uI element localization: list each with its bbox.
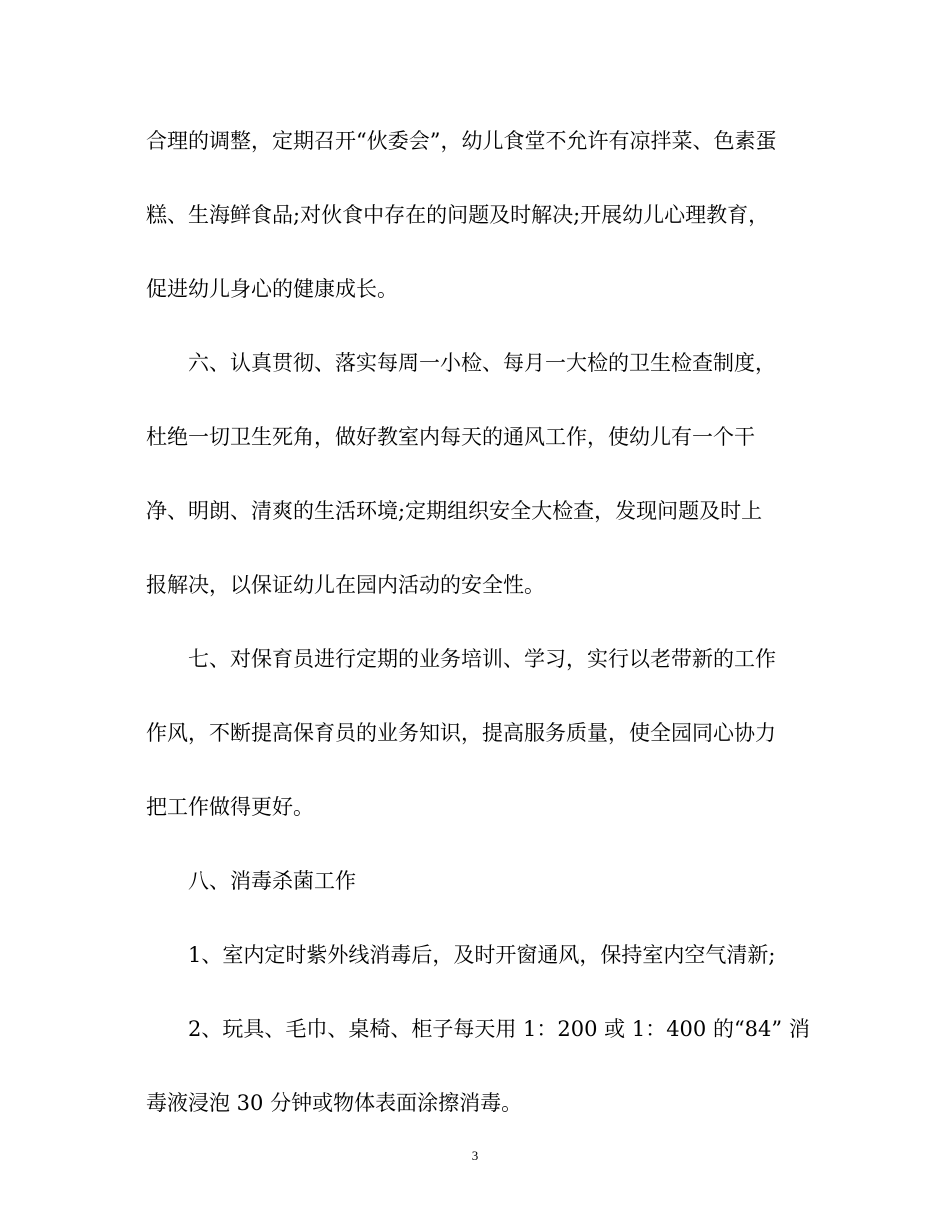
section-eight-heading: 八、消毒杀菌工作	[188, 869, 356, 893]
page-number: 3	[471, 1148, 479, 1163]
text-line: 把工作做得更好。	[146, 795, 314, 819]
text-line: 报解决，以保证幼儿在园内活动的安全性。	[146, 573, 545, 597]
paragraph-seven-start: 七、对保育员进行定期的业务培训、学习，实行以老带新的工作	[188, 647, 776, 671]
text-line: 合理的调整，定期召开“伙委会”，幼儿食堂不允许有凉拌菜、色素蛋	[146, 129, 777, 153]
text-line: 杜绝一切卫生死角，做好教室内每天的通风工作，使幼儿有一个干	[146, 425, 755, 449]
paragraph-six-start: 六、认真贯彻、落实每周一小检、每月一大检的卫生检查制度，	[188, 351, 776, 375]
text-line: 促进幼儿身心的健康成长。	[146, 277, 398, 301]
text-line: 净、明朗、清爽的生活环境;定期组织安全大检查，发现问题及时上	[146, 499, 763, 523]
text-line: 糕、生海鲜食品;对伙食中存在的问题及时解决;开展幼儿心理教育，	[146, 203, 770, 227]
text-line: 毒液浸泡 30 分钟或物体表面涂擦消毒。	[146, 1091, 523, 1115]
list-item-1: 1、室内定时紫外线消毒后，及时开窗通风，保持室内空气清新;	[188, 943, 776, 967]
list-item-2: 2、玩具、毛巾、桌椅、柜子每天用 1：200 或 1：400 的“84” 消	[188, 1017, 810, 1041]
text-line: 作风，不断提高保育员的业务知识，提高服务质量，使全园同心协力	[146, 721, 776, 745]
